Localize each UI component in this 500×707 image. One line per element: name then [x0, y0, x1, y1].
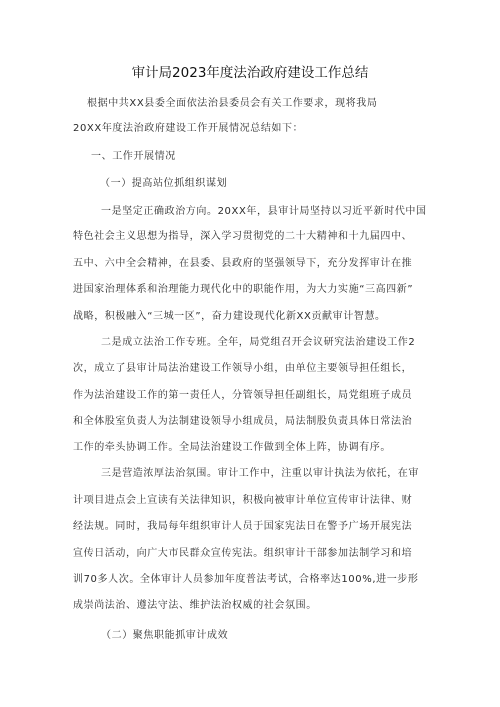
paragraph-line: 20XX年度法治政府建设工作开展情况总结如下：: [73, 123, 304, 134]
paragraph-line: 工作的牵头协调工作。全局法治建设工作做到全体上阵，协调有序。: [73, 442, 391, 453]
document-title: 审计局2023年度法治政府建设工作总结: [131, 65, 369, 81]
paragraph-line: 和全体股室负责人为法制建设领导小组成员，局法制股负责具体日常法治: [73, 416, 413, 427]
paragraph-line: 三是营造浓厚法治氛围。审计工作中，注重以审计执法为依托，在审: [101, 468, 419, 479]
paragraph-line: 宣传日活动，向广大市民群众宣传宪法。组织审计干部参加法制学习和培: [73, 548, 413, 559]
paragraph-line: 战略，积极融入“三城一区”，奋力建设现代化新XX贡献审计智慧。: [73, 311, 386, 322]
subsection-heading: （二）聚焦职能抓审计成效: [101, 630, 229, 641]
paragraph-line: 进国家治理体系和治理能力现代化中的职能作用，为大力实施“三高四新”: [73, 284, 414, 295]
paragraph-line: 经法规。同时，我局每年组织审计人员于国家宪法日在警予广场开展宪法: [73, 521, 413, 532]
section-heading: 一、工作开展情况: [91, 151, 176, 162]
paragraph-line: 根据中共XX县委全面依法治县委员会有关工作要求，现将我局: [87, 98, 378, 109]
paragraph-line: 作为法治建设工作的第一责任人，分管领导担任副组长，局党组班子成员: [73, 390, 413, 401]
paragraph-line: 一是坚定正确政治方向。20XX年，县审计局坚持以习近平新时代中国: [101, 206, 427, 217]
paragraph-line: 次，成立了县审计局法治建设工作领导小组，由单位主要领导担任组长，: [73, 363, 413, 374]
paragraph-line: 训70多人次。全体审计人员参加年度普法考试，合格率达100%,进一步形: [73, 574, 419, 585]
paragraph-line: 特色社会主义思想为指导，深入学习贯彻党的二十大精神和十九届四中、: [73, 231, 413, 242]
paragraph-line: 五中、六中全会精神，在县委、县政府的坚强领导下，充分发挥审计在推: [73, 258, 413, 269]
paragraph-line: 成崇尚法治、遵法守法、维护法治权威的社会氛围。: [73, 600, 317, 611]
paragraph-line: 二是成立法治工作专班。全年，局党组召开会议研究法治建设工作2: [101, 337, 416, 348]
paragraph-line: 计项目进点会上宣读有关法律知识，积极向被审计单位宣传审计法律、财: [73, 495, 413, 506]
subsection-heading: （一）提高站位抓组织谋划: [100, 178, 228, 189]
